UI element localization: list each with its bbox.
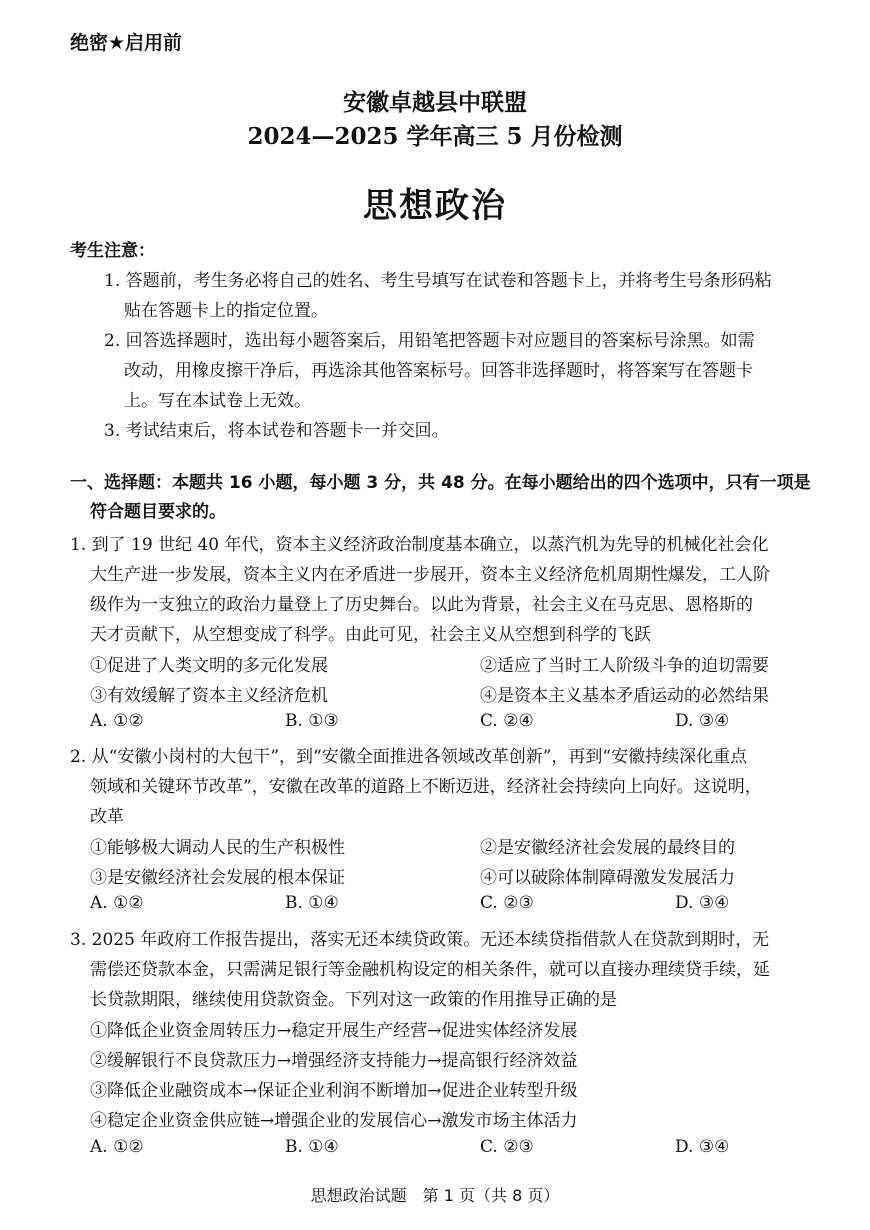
section-instruction: 一、选择题：本题共 16 小题，每小题 3 分，共 48 分。在每小题给出的四个选项中，只有一项是 bbox=[70, 473, 811, 493]
notice-line: 1. 答题前，考生务必将自己的姓名、考生号填写在试卷和答题卡上，并将考生号条形码粘 bbox=[104, 271, 772, 291]
q3-item: ②缓解银行不良贷款压力→增强经济支持能力→提高银行经济效益 bbox=[90, 1051, 578, 1071]
section-instruction: 符合题目要求的。 bbox=[90, 502, 226, 522]
q2-item: ①能够极大调动人民的生产积极性 bbox=[90, 838, 345, 858]
q1-choice: A. ①② bbox=[90, 711, 144, 731]
q3-stem-line: 3. 2025 年政府工作报告提出，落实无还本续贷政策。无还本续贷指借款人在贷款到期时，无 bbox=[70, 930, 770, 950]
notice-line: 改动，用橡皮擦干净后，再选涂其他答案标号。回答非选择题时，将答案写在答题卡 bbox=[124, 361, 753, 381]
confidential-label: 绝密★启用前 bbox=[70, 32, 183, 54]
subject-title: 思想政治 bbox=[363, 186, 507, 226]
q1-item: ②适应了当时工人阶级斗争的迫切需要 bbox=[480, 656, 769, 676]
q2-stem-line: 领域和关键环节改革”，安徽在改革的道路上不断迈进，经济社会持续向上向好。这说明， bbox=[90, 777, 762, 797]
q3-stem-line: 长贷款期限，继续使用贷款资金。下列对这一政策的作用推导正确的是 bbox=[90, 990, 617, 1010]
q2-stem-line: 改革 bbox=[90, 807, 124, 827]
q2-choice: C. ②③ bbox=[480, 893, 534, 913]
q2-choice: A. ①② bbox=[90, 893, 144, 913]
exam-term: 2024—2025 学年高三 5 月份检测 bbox=[247, 123, 623, 150]
q1-item: ③有效缓解了资本主义经济危机 bbox=[90, 686, 328, 706]
notice-line: 贴在答题卡上的指定位置。 bbox=[124, 301, 328, 321]
q3-choice: A. ①② bbox=[90, 1137, 144, 1157]
q1-item: ④是资本主义基本矛盾运动的必然结果 bbox=[480, 686, 769, 706]
q1-item: ①促进了人类文明的多元化发展 bbox=[90, 656, 328, 676]
q1-stem-line: 级作为一支独立的政治力量登上了历史舞台。以此为背景，社会主义在马克思、恩格斯的 bbox=[90, 595, 753, 615]
organization-title: 安徽卓越县中联盟 bbox=[343, 89, 527, 116]
q2-item: ④可以破除体制障碍激发发展活力 bbox=[480, 868, 735, 888]
q1-stem-line: 天才贡献下，从空想变成了科学。由此可见，社会主义从空想到科学的飞跃 bbox=[90, 625, 651, 645]
q1-choice: D. ③④ bbox=[675, 711, 730, 731]
q1-choice: B. ①③ bbox=[285, 711, 339, 731]
q2-stem-line: 2. 从“安徽小岗村的大包干”，到“安徽全面推进各领域改革创新”，再到“安徽持续深化重点 bbox=[70, 747, 748, 767]
q3-item: ③降低企业融资成本→保证企业利润不断增加→促进企业转型升级 bbox=[90, 1081, 578, 1101]
q3-choice: D. ③④ bbox=[675, 1137, 730, 1157]
q1-choice: C. ②④ bbox=[480, 711, 534, 731]
q2-choice: B. ①④ bbox=[285, 893, 339, 913]
q3-choice: C. ②③ bbox=[480, 1137, 534, 1157]
q3-item: ①降低企业资金周转压力→稳定开展生产经营→促进实体经济发展 bbox=[90, 1021, 578, 1041]
q1-stem-line: 1. 到了 19 世纪 40 年代，资本主义经济政治制度基本确立，以蒸汽机为先导的机械化社会化 bbox=[70, 535, 769, 555]
page-footer: 思想政治试题 第 1 页（共 8 页） bbox=[310, 1186, 560, 1205]
q3-choice: B. ①④ bbox=[285, 1137, 339, 1157]
notice-line: 3. 考试结束后，将本试卷和答题卡一并交回。 bbox=[104, 421, 449, 441]
q3-item: ④稳定企业资金供应链→增强企业的发展信心→激发市场主体活力 bbox=[90, 1111, 578, 1131]
notice-title: 考生注意： bbox=[70, 241, 155, 261]
notice-line: 上。写在本试卷上无效。 bbox=[124, 391, 311, 411]
q3-stem-line: 需偿还贷款本金，只需满足银行等金融机构设定的相关条件，就可以直接办理续贷手续，延 bbox=[90, 960, 770, 980]
q2-item: ②是安徽经济社会发展的最终目的 bbox=[480, 838, 735, 858]
q2-choice: D. ③④ bbox=[675, 893, 730, 913]
q1-stem-line: 大生产进一步发展，资本主义内在矛盾进一步展开，资本主义经济危机周期性爆发，工人阶 bbox=[90, 565, 770, 585]
notice-line: 2. 回答选择题时，选出每小题答案后，用铅笔把答题卡对应题目的答案标号涂黑。如需 bbox=[104, 331, 755, 351]
q2-item: ③是安徽经济社会发展的根本保证 bbox=[90, 868, 345, 888]
